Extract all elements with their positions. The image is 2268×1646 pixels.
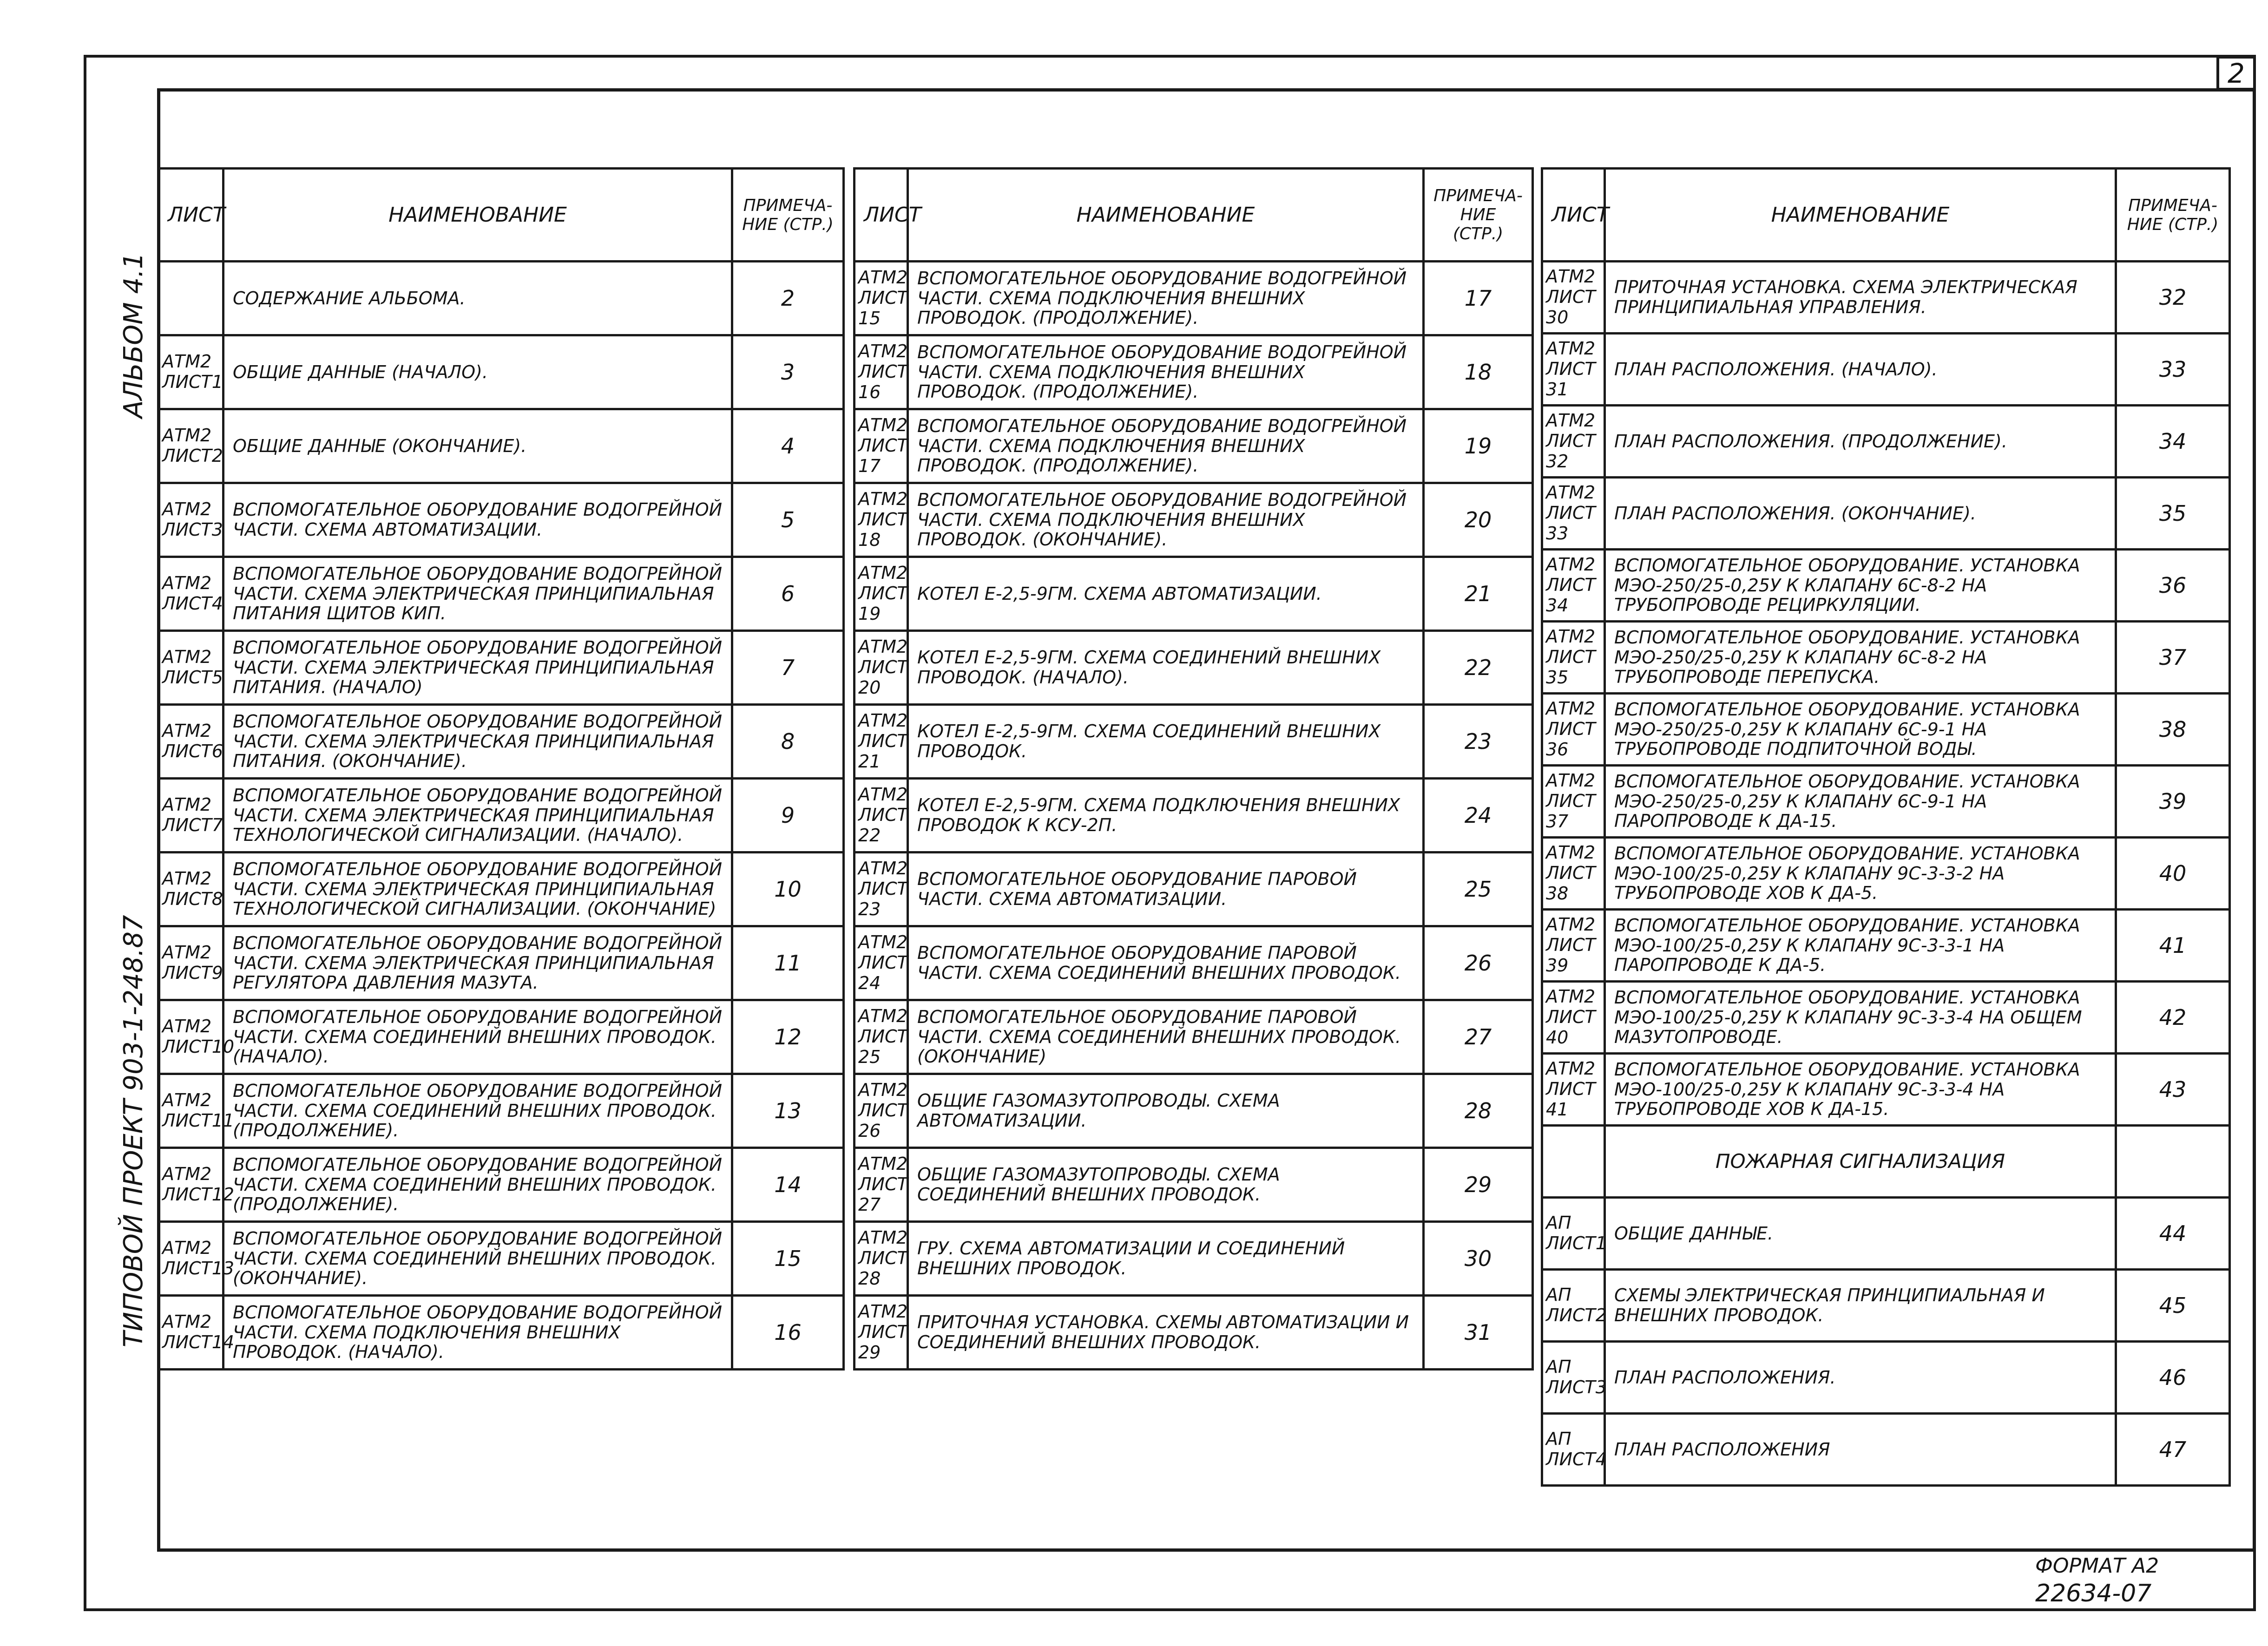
format-label: ФОРМАТ А2	[2035, 1554, 2159, 1578]
name-cell: ПЛАН РАСПОЛОЖЕНИЯ. (ПРОДОЛЖЕНИЕ).	[1605, 406, 2116, 478]
table-row	[855, 1222, 1533, 1296]
sheet-border-left	[84, 55, 86, 1611]
sheet-cell: АТМ2 ЛИСТ 23	[855, 853, 908, 926]
sheet-cell: АТМ2 ЛИСТ 36	[1542, 694, 1605, 766]
page-cell: 43	[2116, 1054, 2230, 1126]
contents-table-1	[157, 167, 845, 1371]
page-cell: 18	[1424, 335, 1533, 409]
sheet-cell: АТМ2 ЛИСТ 21	[855, 705, 908, 779]
page-cell: 26	[1424, 926, 1533, 1000]
page-cell: 20	[1424, 483, 1533, 557]
table-row	[158, 335, 844, 409]
table-row	[158, 1222, 844, 1296]
table-row	[1542, 1126, 2230, 1198]
table-row	[855, 631, 1533, 705]
page-cell: 34	[2116, 406, 2230, 478]
table-row	[1542, 838, 2230, 910]
table-row	[855, 1000, 1533, 1074]
sheet-cell: АТМ2 ЛИСТ 34	[1542, 550, 1605, 622]
page-cell: 17	[1424, 262, 1533, 335]
name-cell: ВСПОМОГАТЕЛЬНОЕ ОБОРУДОВАНИЕ ВОДОГРЕЙНОЙ ЧАСТИ. СХЕМА ПОДКЛЮЧЕНИЯ ВНЕШНИХ ПРОВОДОК. (ПРОДОЛЖЕНИЕ).	[908, 409, 1424, 483]
name-cell: ВСПОМОГАТЕЛЬНОЕ ОБОРУДОВАНИЕ. УСТАНОВКА МЭО-100/25-0,25У К КЛАПАНУ 9С-3-3-4 НА ТРУБОПРОВОДЕ ХОВ К ДА-15.	[1605, 1054, 2116, 1126]
page-cell: 35	[2116, 478, 2230, 550]
sheet-cell: АТМ2 ЛИСТ 38	[1542, 838, 1605, 910]
name-cell: КОТЕЛ Е-2,5-9ГМ. СХЕМА АВТОМАТИЗАЦИИ.	[908, 557, 1424, 631]
sheet-cell: АТМ2 ЛИСТ 26	[855, 1074, 908, 1148]
name-cell: ВСПОМОГАТЕЛЬНОЕ ОБОРУДОВАНИЕ. УСТАНОВКА МЭО-100/25-0,25У К КЛАПАНУ 9С-3-3-2 НА ТРУБОПРОВОДЕ ХОВ К ДА-5.	[1605, 838, 2116, 910]
sheet-cell: АТМ2 ЛИСТ 31	[1542, 334, 1605, 406]
page-cell: 45	[2116, 1270, 2230, 1342]
name-cell: КОТЕЛ Е-2,5-9ГМ. СХЕМА СОЕДИНЕНИЙ ВНЕШНИХ ПРОВОДОК. (НАЧАЛО).	[908, 631, 1424, 705]
page-cell: 8	[732, 705, 844, 779]
sheet-cell: АТМ2 ЛИСТ12	[158, 1148, 224, 1222]
page-cell: 2	[732, 262, 844, 335]
table-row	[158, 926, 844, 1000]
page-cell: 23	[1424, 705, 1533, 779]
table-row	[158, 1074, 844, 1148]
table-row	[855, 262, 1533, 335]
page-cell: 13	[732, 1074, 844, 1148]
name-cell: ВСПОМОГАТЕЛЬНОЕ ОБОРУДОВАНИЕ ВОДОГРЕЙНОЙ ЧАСТИ. СХЕМА ЭЛЕКТРИЧЕСКАЯ ПРИНЦИПИАЛЬНАЯ ПИТАНИЯ. (НАЧАЛО)	[224, 631, 732, 705]
name-cell: ПОЖАРНАЯ СИГНАЛИЗАЦИЯ	[1605, 1126, 2116, 1198]
page-cell: 38	[2116, 694, 2230, 766]
sheet-cell: АТМ2 ЛИСТ 32	[1542, 406, 1605, 478]
table-row	[1542, 1054, 2230, 1126]
sheet-cell: АП ЛИСТ2	[1542, 1270, 1605, 1342]
name-cell: ВСПОМОГАТЕЛЬНОЕ ОБОРУДОВАНИЕ. УСТАНОВКА МЭО-250/25-0,25У К КЛАПАНУ 6С-9-1 НА ПАРОПРОВОДЕ К ДА-15.	[1605, 766, 2116, 838]
sheet-cell: АТМ2 ЛИСТ 37	[1542, 766, 1605, 838]
page-cell: 28	[1424, 1074, 1533, 1148]
table-row	[855, 409, 1533, 483]
page-cell: 33	[2116, 334, 2230, 406]
name-cell: ПЛАН РАСПОЛОЖЕНИЯ	[1605, 1414, 2116, 1486]
table-row	[1542, 478, 2230, 550]
table-row	[1542, 622, 2230, 694]
table-row	[855, 1074, 1533, 1148]
sheet-cell: АТМ2 ЛИСТ 25	[855, 1000, 908, 1074]
sheet-cell: АТМ2 ЛИСТ 27	[855, 1148, 908, 1222]
table-row	[158, 705, 844, 779]
name-cell: ВСПОМОГАТЕЛЬНОЕ ОБОРУДОВАНИЕ ВОДОГРЕЙНОЙ ЧАСТИ. СХЕМА АВТОМАТИЗАЦИИ.	[224, 483, 732, 557]
table-row	[158, 779, 844, 853]
page-cell: 37	[2116, 622, 2230, 694]
name-cell: ВСПОМОГАТЕЛЬНОЕ ОБОРУДОВАНИЕ ВОДОГРЕЙНОЙ ЧАСТИ. СХЕМА СОЕДИНЕНИЙ ВНЕШНИХ ПРОВОДОК. (НАЧАЛО).	[224, 1000, 732, 1074]
table-row	[855, 1296, 1533, 1370]
sheet-cell: АТМ2 ЛИСТ 24	[855, 926, 908, 1000]
sheet-cell: АТМ2 ЛИСТ6	[158, 705, 224, 779]
col-header-note: ПРИМЕЧА-НИЕ (СТР.)	[1424, 169, 1533, 262]
page-cell	[2116, 1126, 2230, 1198]
name-cell: ОБЩИЕ ГАЗОМАЗУТОПРОВОДЫ. СХЕМА АВТОМАТИЗАЦИИ.	[908, 1074, 1424, 1148]
sheet-cell	[158, 262, 224, 335]
col-header-note: ПРИМЕЧА-НИЕ (СТР.)	[732, 169, 844, 262]
sheet-cell	[1542, 1126, 1605, 1198]
sheet-cell: АТМ2 ЛИСТ 15	[855, 262, 908, 335]
name-cell: ПРИТОЧНАЯ УСТАНОВКА. СХЕМА ЭЛЕКТРИЧЕСКАЯ ПРИНЦИПИАЛЬНАЯ УПРАВЛЕНИЯ.	[1605, 262, 2116, 334]
name-cell: ВСПОМОГАТЕЛЬНОЕ ОБОРУДОВАНИЕ. УСТАНОВКА МЭО-250/25-0,25У К КЛАПАНУ 6С-8-2 НА ТРУБОПРОВОДЕ ПЕРЕПУСКА.	[1605, 622, 2116, 694]
table-row	[1542, 1342, 2230, 1414]
page-cell: 39	[2116, 766, 2230, 838]
col-header-name: НАИМЕНОВАНИЕ	[224, 169, 732, 262]
sheet-cell: АТМ2 ЛИСТ2	[158, 409, 224, 483]
sheet-border-top	[84, 55, 2256, 58]
name-cell: ПЛАН РАСПОЛОЖЕНИЯ. (НАЧАЛО).	[1605, 334, 2116, 406]
sheet-cell: АТМ2 ЛИСТ14	[158, 1296, 224, 1370]
page-cell: 7	[732, 631, 844, 705]
name-cell: ГРУ. СХЕМА АВТОМАТИЗАЦИИ И СОЕДИНЕНИЙ ВНЕШНИХ ПРОВОДОК.	[908, 1222, 1424, 1296]
sheet-cell: АТМ2 ЛИСТ5	[158, 631, 224, 705]
sheet-cell: АТМ2 ЛИСТ 17	[855, 409, 908, 483]
sheet-cell: АТМ2 ЛИСТ 28	[855, 1222, 908, 1296]
name-cell: ВСПОМОГАТЕЛЬНОЕ ОБОРУДОВАНИЕ ВОДОГРЕЙНОЙ ЧАСТИ. СХЕМА ЭЛЕКТРИЧЕСКАЯ ПРИНЦИПИАЛЬНАЯ ПИТАНИЯ ЩИТОВ КИП.	[224, 557, 732, 631]
name-cell: СОДЕРЖАНИЕ АЛЬБОМА.	[224, 262, 732, 335]
table-row	[1542, 1198, 2230, 1270]
name-cell: ВСПОМОГАТЕЛЬНОЕ ОБОРУДОВАНИЕ. УСТАНОВКА МЭО-100/25-0,25У К КЛАПАНУ 9С-3-3-1 НА ПАРОПРОВОДЕ К ДА-5.	[1605, 910, 2116, 982]
page-cell: 36	[2116, 550, 2230, 622]
table-row	[158, 1000, 844, 1074]
sheet-cell: АТМ2 ЛИСТ8	[158, 853, 224, 926]
table-row	[1542, 262, 2230, 334]
sheet-cell: АТМ2 ЛИСТ1	[158, 335, 224, 409]
name-cell: СХЕМЫ ЭЛЕКТРИЧЕСКАЯ ПРИНЦИПИАЛЬНАЯ И ВНЕШНИХ ПРОВОДОК.	[1605, 1270, 2116, 1342]
table-row	[1542, 406, 2230, 478]
page-cell: 24	[1424, 779, 1533, 853]
table-row	[158, 1148, 844, 1222]
table-row	[855, 779, 1533, 853]
sheet-cell: АТМ2 ЛИСТ 39	[1542, 910, 1605, 982]
name-cell: ВСПОМОГАТЕЛЬНОЕ ОБОРУДОВАНИЕ ВОДОГРЕЙНОЙ ЧАСТИ. СХЕМА ЭЛЕКТРИЧЕСКАЯ ПРИНЦИПИАЛЬНАЯ ПИТАНИЯ. (ОКОНЧАНИЕ).	[224, 705, 732, 779]
project-label: ТИПОВОЙ ПРОЕКТ 903-1-248.87	[118, 915, 149, 1347]
sheet-cell: АТМ2 ЛИСТ 41	[1542, 1054, 1605, 1126]
table-row	[1542, 766, 2230, 838]
sheet-cell: АТМ2 ЛИСТ11	[158, 1074, 224, 1148]
page-cell: 4	[732, 409, 844, 483]
sheet-cell: АТМ2 ЛИСТ3	[158, 483, 224, 557]
sheet-cell: АТМ2 ЛИСТ 20	[855, 631, 908, 705]
name-cell: ВСПОМОГАТЕЛЬНОЕ ОБОРУДОВАНИЕ ВОДОГРЕЙНОЙ ЧАСТИ. СХЕМА ПОДКЛЮЧЕНИЯ ВНЕШНИХ ПРОВОДОК. (ОКОНЧАНИЕ).	[908, 483, 1424, 557]
name-cell: ПРИТОЧНАЯ УСТАНОВКА. СХЕМЫ АВТОМАТИЗАЦИИ И СОЕДИНЕНИЙ ВНЕШНИХ ПРОВОДОК.	[908, 1296, 1424, 1370]
table-row	[855, 705, 1533, 779]
table-row	[158, 262, 844, 335]
page-cell: 5	[732, 483, 844, 557]
page-cell: 40	[2116, 838, 2230, 910]
sheet-cell: АТМ2 ЛИСТ 16	[855, 335, 908, 409]
name-cell: ВСПОМОГАТЕЛЬНОЕ ОБОРУДОВАНИЕ ВОДОГРЕЙНОЙ ЧАСТИ. СХЕМА ЭЛЕКТРИЧЕСКАЯ ПРИНЦИПИАЛЬНАЯ ТЕХНОЛОГИЧЕСКОЙ СИГНАЛИЗАЦИИ. (ОКОНЧАНИЕ)	[224, 853, 732, 926]
col-header-sheet: ЛИСТ	[855, 169, 908, 262]
name-cell: ВСПОМОГАТЕЛЬНОЕ ОБОРУДОВАНИЕ ВОДОГРЕЙНОЙ ЧАСТИ. СХЕМА ПОДКЛЮЧЕНИЯ ВНЕШНИХ ПРОВОДОК. (ПРОДОЛЖЕНИЕ).	[908, 262, 1424, 335]
page-cell: 19	[1424, 409, 1533, 483]
name-cell: ВСПОМОГАТЕЛЬНОЕ ОБОРУДОВАНИЕ ПАРОВОЙ ЧАСТИ. СХЕМА СОЕДИНЕНИЙ ВНЕШНИХ ПРОВОДОК. (ОКОНЧАНИЕ)	[908, 1000, 1424, 1074]
page-cell: 16	[732, 1296, 844, 1370]
name-cell: ПЛАН РАСПОЛОЖЕНИЯ. (ОКОНЧАНИЕ).	[1605, 478, 2116, 550]
name-cell: ОБЩИЕ ДАННЫЕ (ОКОНЧАНИЕ).	[224, 409, 732, 483]
page-cell: 22	[1424, 631, 1533, 705]
table-row	[158, 631, 844, 705]
sheet-cell: АТМ2 ЛИСТ 40	[1542, 982, 1605, 1054]
name-cell: ВСПОМОГАТЕЛЬНОЕ ОБОРУДОВАНИЕ. УСТАНОВКА МЭО-250/25-0,25У К КЛАПАНУ 6С-9-1 НА ТРУБОПРОВОДЕ ПОДПИТОЧНОЙ ВОДЫ.	[1605, 694, 2116, 766]
table-row	[855, 557, 1533, 631]
sheet-cell: АТМ2 ЛИСТ7	[158, 779, 224, 853]
sheet-cell: АТМ2 ЛИСТ 22	[855, 779, 908, 853]
col-header-name: НАИМЕНОВАНИЕ	[1605, 169, 2116, 262]
table-row	[1542, 1270, 2230, 1342]
table-row	[1542, 910, 2230, 982]
table-row	[1542, 1414, 2230, 1486]
page-cell: 47	[2116, 1414, 2230, 1486]
page-cell: 30	[1424, 1222, 1533, 1296]
page-cell: 3	[732, 335, 844, 409]
sheet-cell: АП ЛИСТ1	[1542, 1198, 1605, 1270]
page-cell: 27	[1424, 1000, 1533, 1074]
table-row	[855, 335, 1533, 409]
col-header-name: НАИМЕНОВАНИЕ	[908, 169, 1424, 262]
contents-table-2	[853, 167, 1534, 1371]
name-cell: ВСПОМОГАТЕЛЬНОЕ ОБОРУДОВАНИЕ. УСТАНОВКА МЭО-250/25-0,25У К КЛАПАНУ 6С-8-2 НА ТРУБОПРОВОДЕ РЕЦИРКУЛЯЦИИ.	[1605, 550, 2116, 622]
sheet-cell: АТМ2 ЛИСТ10	[158, 1000, 224, 1074]
sheet-cell: АП ЛИСТ4	[1542, 1414, 1605, 1486]
sheet-cell: АП ЛИСТ3	[1542, 1342, 1605, 1414]
name-cell: ВСПОМОГАТЕЛЬНОЕ ОБОРУДОВАНИЕ. УСТАНОВКА МЭО-100/25-0,25У К КЛАПАНУ 9С-3-3-4 НА ОБЩЕМ МАЗУТОПРОВОДЕ.	[1605, 982, 2116, 1054]
stamp-code: 22634-07	[2035, 1580, 2152, 1607]
name-cell: ОБЩИЕ ДАННЫЕ (НАЧАЛО).	[224, 335, 732, 409]
page-cell: 9	[732, 779, 844, 853]
name-cell: ОБЩИЕ ДАННЫЕ.	[1605, 1198, 2116, 1270]
table-row	[855, 483, 1533, 557]
table-row	[158, 1296, 844, 1370]
page-cell: 32	[2116, 262, 2230, 334]
page-cell: 6	[732, 557, 844, 631]
table-row	[158, 409, 844, 483]
table-row	[158, 853, 844, 926]
name-cell: ОБЩИЕ ГАЗОМАЗУТОПРОВОДЫ. СХЕМА СОЕДИНЕНИЙ ВНЕШНИХ ПРОВОДОК.	[908, 1148, 1424, 1222]
page-cell: 15	[732, 1222, 844, 1296]
sheet-cell: АТМ2 ЛИСТ4	[158, 557, 224, 631]
sheet-cell: АТМ2 ЛИСТ 18	[855, 483, 908, 557]
name-cell: ВСПОМОГАТЕЛЬНОЕ ОБОРУДОВАНИЕ ВОДОГРЕЙНОЙ ЧАСТИ. СХЕМА СОЕДИНЕНИЙ ВНЕШНИХ ПРОВОДОК. (ОКОНЧАНИЕ).	[224, 1222, 732, 1296]
page-cell: 31	[1424, 1296, 1533, 1370]
table-row	[158, 557, 844, 631]
table-row	[1542, 334, 2230, 406]
name-cell: ВСПОМОГАТЕЛЬНОЕ ОБОРУДОВАНИЕ ВОДОГРЕЙНОЙ ЧАСТИ. СХЕМА ПОДКЛЮЧЕНИЯ ВНЕШНИХ ПРОВОДОК. (НАЧАЛО).	[224, 1296, 732, 1370]
page-cell: 25	[1424, 853, 1533, 926]
col-header-sheet: ЛИСТ	[1542, 169, 1605, 262]
col-header-note: ПРИМЕЧА-НИЕ (СТР.)	[2116, 169, 2230, 262]
sheet-cell: АТМ2 ЛИСТ 35	[1542, 622, 1605, 694]
table-row	[855, 926, 1533, 1000]
page-cell: 12	[732, 1000, 844, 1074]
name-cell: ПЛАН РАСПОЛОЖЕНИЯ.	[1605, 1342, 2116, 1414]
col-header-sheet: ЛИСТ	[158, 169, 224, 262]
table-row	[1542, 982, 2230, 1054]
page-cell: 41	[2116, 910, 2230, 982]
name-cell: ВСПОМОГАТЕЛЬНОЕ ОБОРУДОВАНИЕ ВОДОГРЕЙНОЙ ЧАСТИ. СХЕМА ЭЛЕКТРИЧЕСКАЯ ПРИНЦИПИАЛЬНАЯ ТЕХНОЛОГИЧЕСКОЙ СИГНАЛИЗАЦИИ. (НАЧАЛО).	[224, 779, 732, 853]
sheet-cell: АТМ2 ЛИСТ13	[158, 1222, 224, 1296]
name-cell: ВСПОМОГАТЕЛЬНОЕ ОБОРУДОВАНИЕ ВОДОГРЕЙНОЙ ЧАСТИ. СХЕМА СОЕДИНЕНИЙ ВНЕШНИХ ПРОВОДОК. (ПРОДОЛЖЕНИЕ).	[224, 1074, 732, 1148]
name-cell: ВСПОМОГАТЕЛЬНОЕ ОБОРУДОВАНИЕ ВОДОГРЕЙНОЙ ЧАСТИ. СХЕМА ЭЛЕКТРИЧЕСКАЯ ПРИНЦИПИАЛЬНАЯ РЕГУЛЯТОРА ДАВЛЕНИЯ МАЗУТА.	[224, 926, 732, 1000]
sheet-cell: АТМ2 ЛИСТ 29	[855, 1296, 908, 1370]
page-cell: 11	[732, 926, 844, 1000]
table-row	[855, 853, 1533, 926]
name-cell: ВСПОМОГАТЕЛЬНОЕ ОБОРУДОВАНИЕ ВОДОГРЕЙНОЙ ЧАСТИ. СХЕМА ПОДКЛЮЧЕНИЯ ВНЕШНИХ ПРОВОДОК. (ПРОДОЛЖЕНИЕ).	[908, 335, 1424, 409]
page-cell: 14	[732, 1148, 844, 1222]
page-cell: 46	[2116, 1342, 2230, 1414]
sheet-cell: АТМ2 ЛИСТ9	[158, 926, 224, 1000]
name-cell: КОТЕЛ Е-2,5-9ГМ. СХЕМА ПОДКЛЮЧЕНИЯ ВНЕШНИХ ПРОВОДОК К КСУ-2П.	[908, 779, 1424, 853]
page-number: 2	[2216, 56, 2256, 91]
table-row	[158, 483, 844, 557]
table-row	[1542, 694, 2230, 766]
page-cell: 21	[1424, 557, 1533, 631]
page-cell: 29	[1424, 1148, 1533, 1222]
name-cell: ВСПОМОГАТЕЛЬНОЕ ОБОРУДОВАНИЕ ПАРОВОЙ ЧАСТИ. СХЕМА СОЕДИНЕНИЙ ВНЕШНИХ ПРОВОДОК.	[908, 926, 1424, 1000]
sheet-cell: АТМ2 ЛИСТ 19	[855, 557, 908, 631]
contents-table-3	[1541, 167, 2231, 1487]
sheet-cell: АТМ2 ЛИСТ 30	[1542, 262, 1605, 334]
page-cell: 42	[2116, 982, 2230, 1054]
page-cell: 10	[732, 853, 844, 926]
name-cell: ВСПОМОГАТЕЛЬНОЕ ОБОРУДОВАНИЕ ПАРОВОЙ ЧАСТИ. СХЕМА АВТОМАТИЗАЦИИ.	[908, 853, 1424, 926]
album-label: АЛЬБОМ 4.1	[118, 252, 149, 418]
table-row	[1542, 550, 2230, 622]
name-cell: КОТЕЛ Е-2,5-9ГМ. СХЕМА СОЕДИНЕНИЙ ВНЕШНИХ ПРОВОДОК.	[908, 705, 1424, 779]
page-cell: 44	[2116, 1198, 2230, 1270]
name-cell: ВСПОМОГАТЕЛЬНОЕ ОБОРУДОВАНИЕ ВОДОГРЕЙНОЙ ЧАСТИ. СХЕМА СОЕДИНЕНИЙ ВНЕШНИХ ПРОВОДОК. (ПРОДОЛЖЕНИЕ).	[224, 1148, 732, 1222]
sheet-cell: АТМ2 ЛИСТ 33	[1542, 478, 1605, 550]
table-row	[855, 1148, 1533, 1222]
sheet-border-bottom	[84, 1608, 2256, 1611]
